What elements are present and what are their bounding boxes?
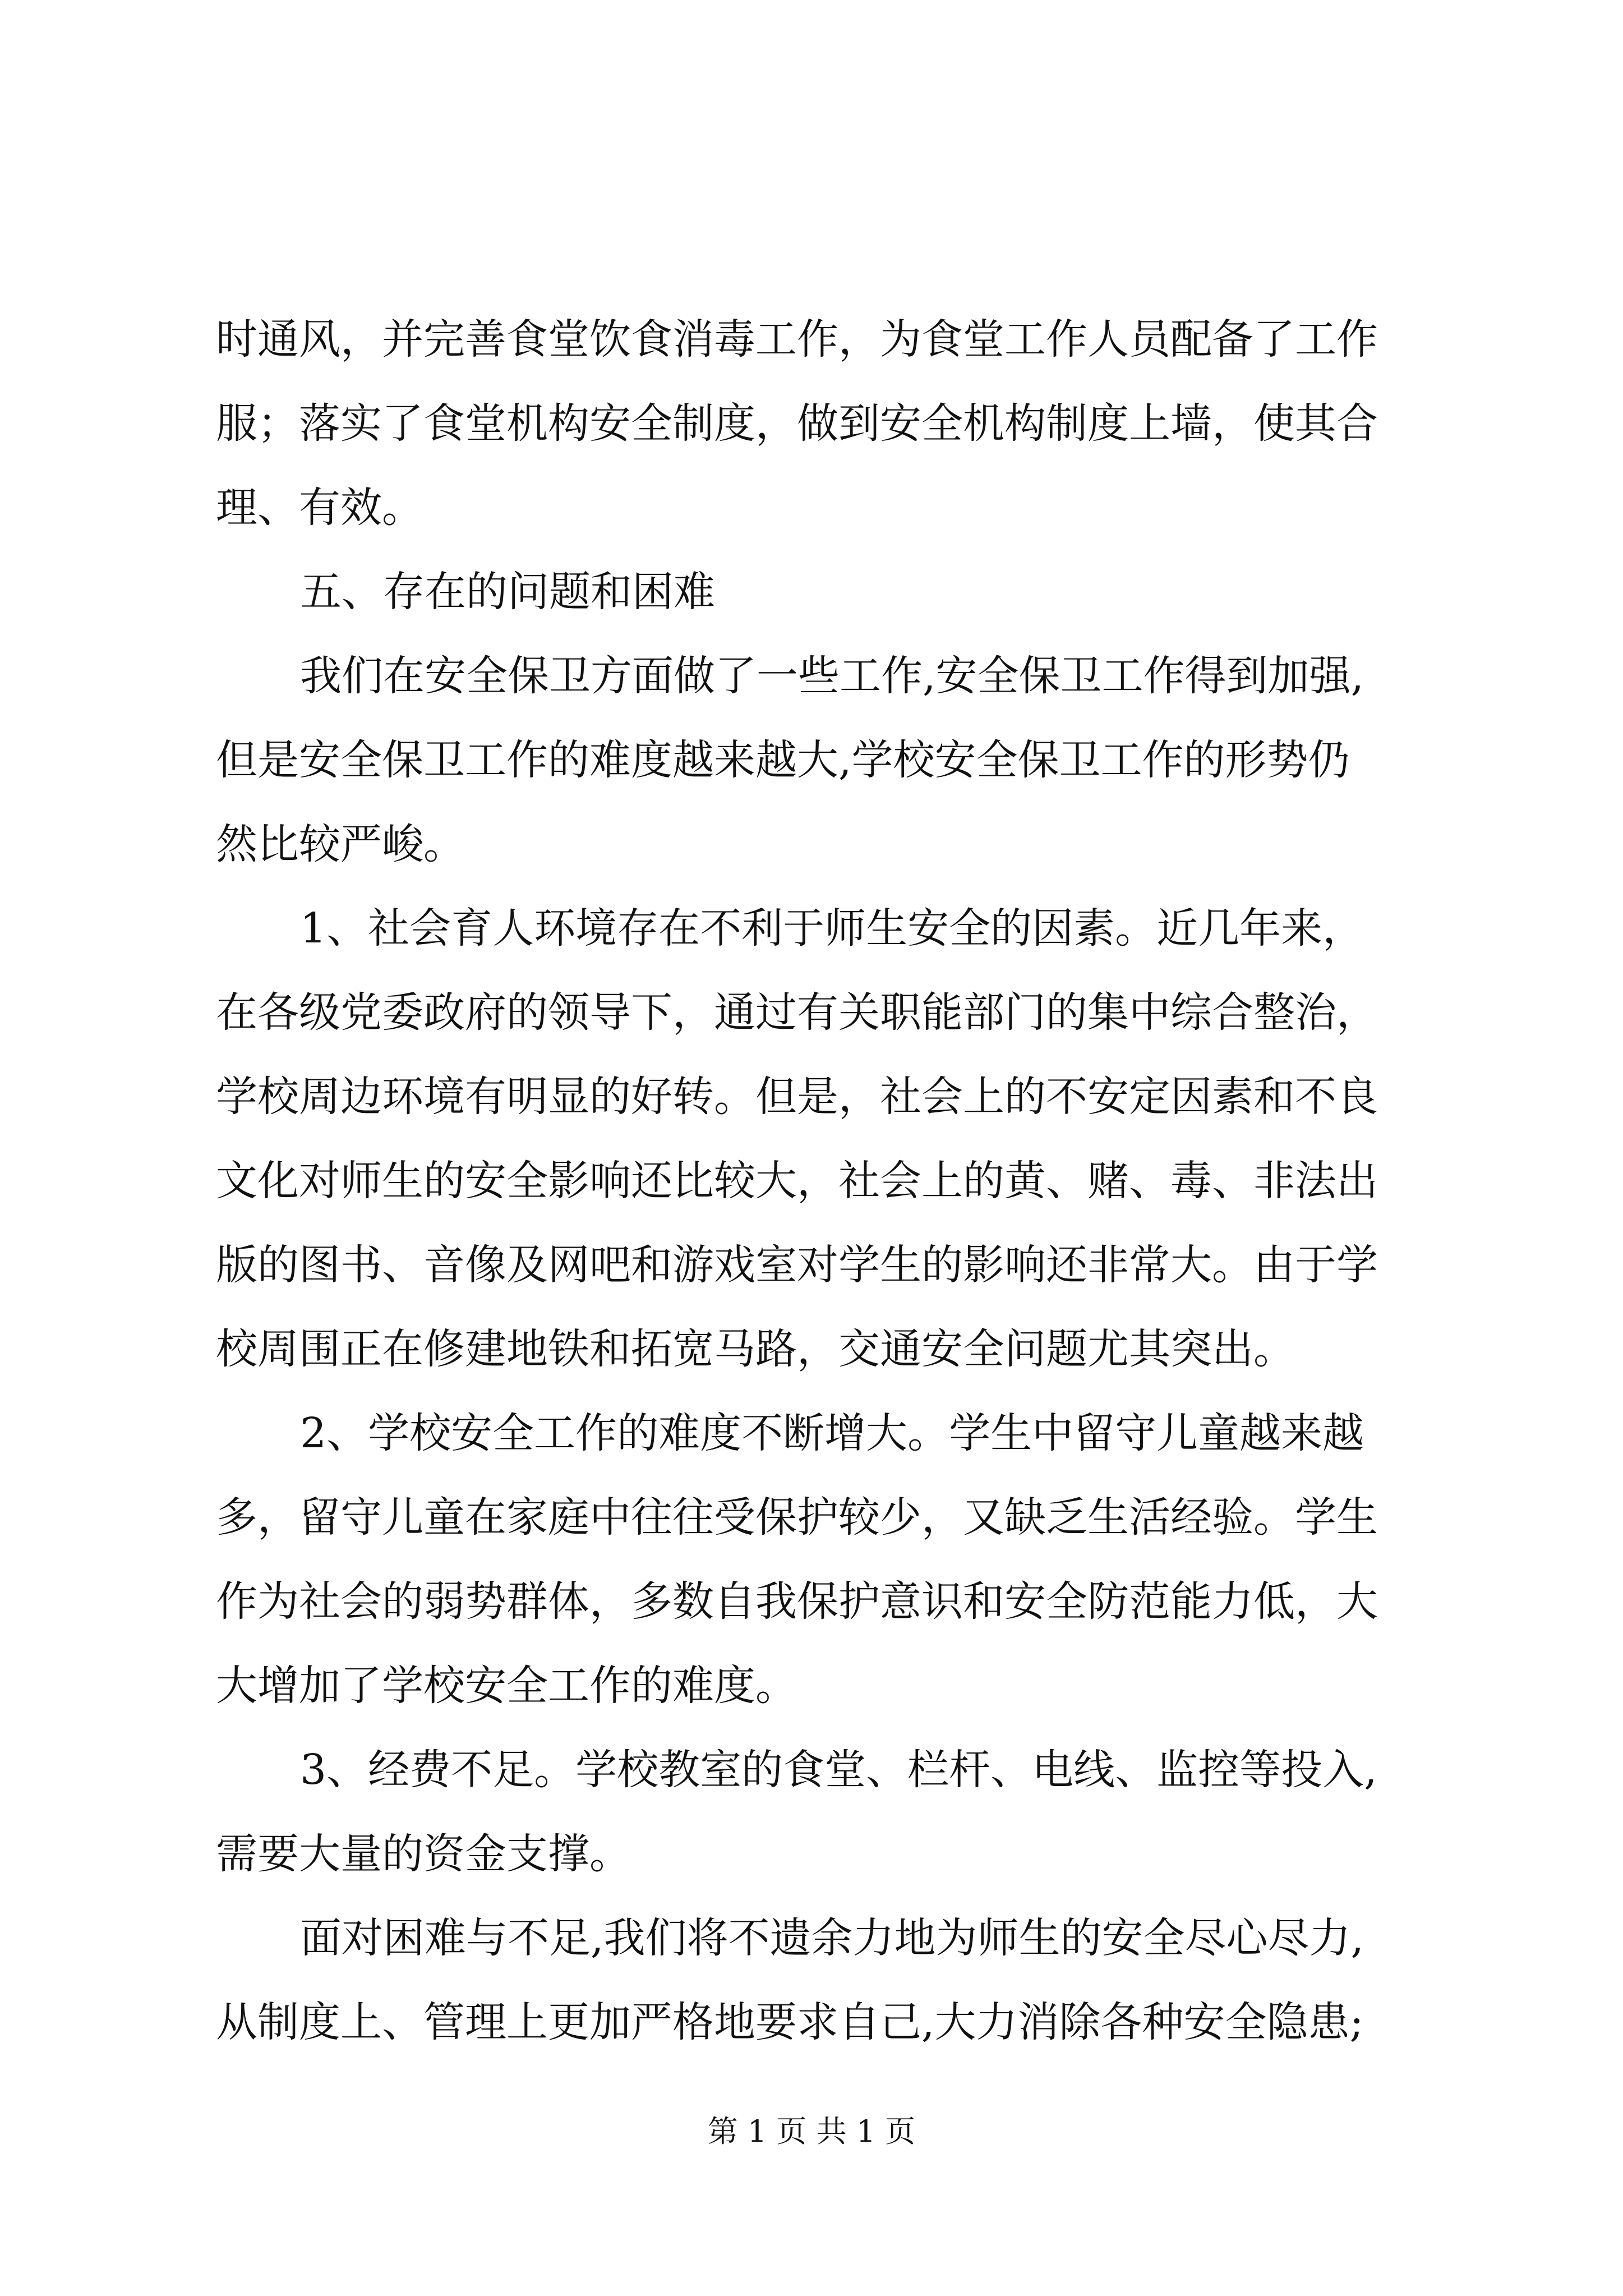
text-line: 我们在安全保卫方面做了一些工作,安全保卫工作得到加强, (300, 652, 1364, 700)
text-line: 服；落实了食堂机构安全制度，做到安全机构制度上墙，使其合 (216, 399, 1378, 448)
text-line: 在各级党委政府的领导下，通过有关职能部门的集中综合整治， (216, 988, 1378, 1037)
text-line: 校周围正在修建地铁和拓宽马路，交通安全问题尤其突出。 (216, 1325, 1295, 1373)
text-line: 2、学校安全工作的难度不断增大。学生中留守儿童越来越 (300, 1409, 1364, 1457)
text-line: 需要大量的资金支撑。 (216, 1830, 631, 1878)
page-footer: 第 1 页 共 1 页 (707, 2114, 916, 2149)
text-line: 时通风，并完善食堂饮食消毒工作，为食堂工作人员配备了工作 (216, 315, 1378, 364)
text-line: 文化对师生的安全影响还比较大，社会上的黄、赌、毒、非法出 (216, 1157, 1378, 1205)
text-line: 作为社会的弱势群体，多数自我保护意识和安全防范能力低，大 (216, 1577, 1378, 1626)
text-line: 3、经费不足。学校教室的食堂、栏杆、电线、监控等投入, (300, 1746, 1377, 1794)
text-line: 学校周边环境有明显的好转。但是，社会上的不安定因素和不良 (216, 1073, 1378, 1121)
text-line: 但是安全保卫工作的难度越来越大,学校安全保卫工作的形势仍 (216, 736, 1350, 784)
text-line: 从制度上、管理上更加严格地要求自己,大力消除各种安全隐患; (216, 1998, 1364, 2046)
text-line: 多，留守儿童在家庭中往往受保护较少，又缺乏生活经验。学生 (216, 1493, 1378, 1542)
text-line: 然比较严峻。 (216, 820, 465, 868)
section-heading: 五、存在的问题和困难 (300, 568, 715, 616)
text-line: 1、社会育人环境存在不利于师生安全的因素。近几年来， (300, 904, 1364, 953)
text-line: 大增加了学校安全工作的难度。 (216, 1662, 797, 1710)
text-line: 版的图书、音像及网吧和游戏室对学生的影响还非常大。由于学 (216, 1241, 1378, 1289)
text-line: 面对困难与不足,我们将不遗余力地为师生的安全尽心尽力, (300, 1914, 1364, 1962)
text-line: 理、有效。 (216, 484, 423, 532)
body-text (216, 297, 1427, 2064)
